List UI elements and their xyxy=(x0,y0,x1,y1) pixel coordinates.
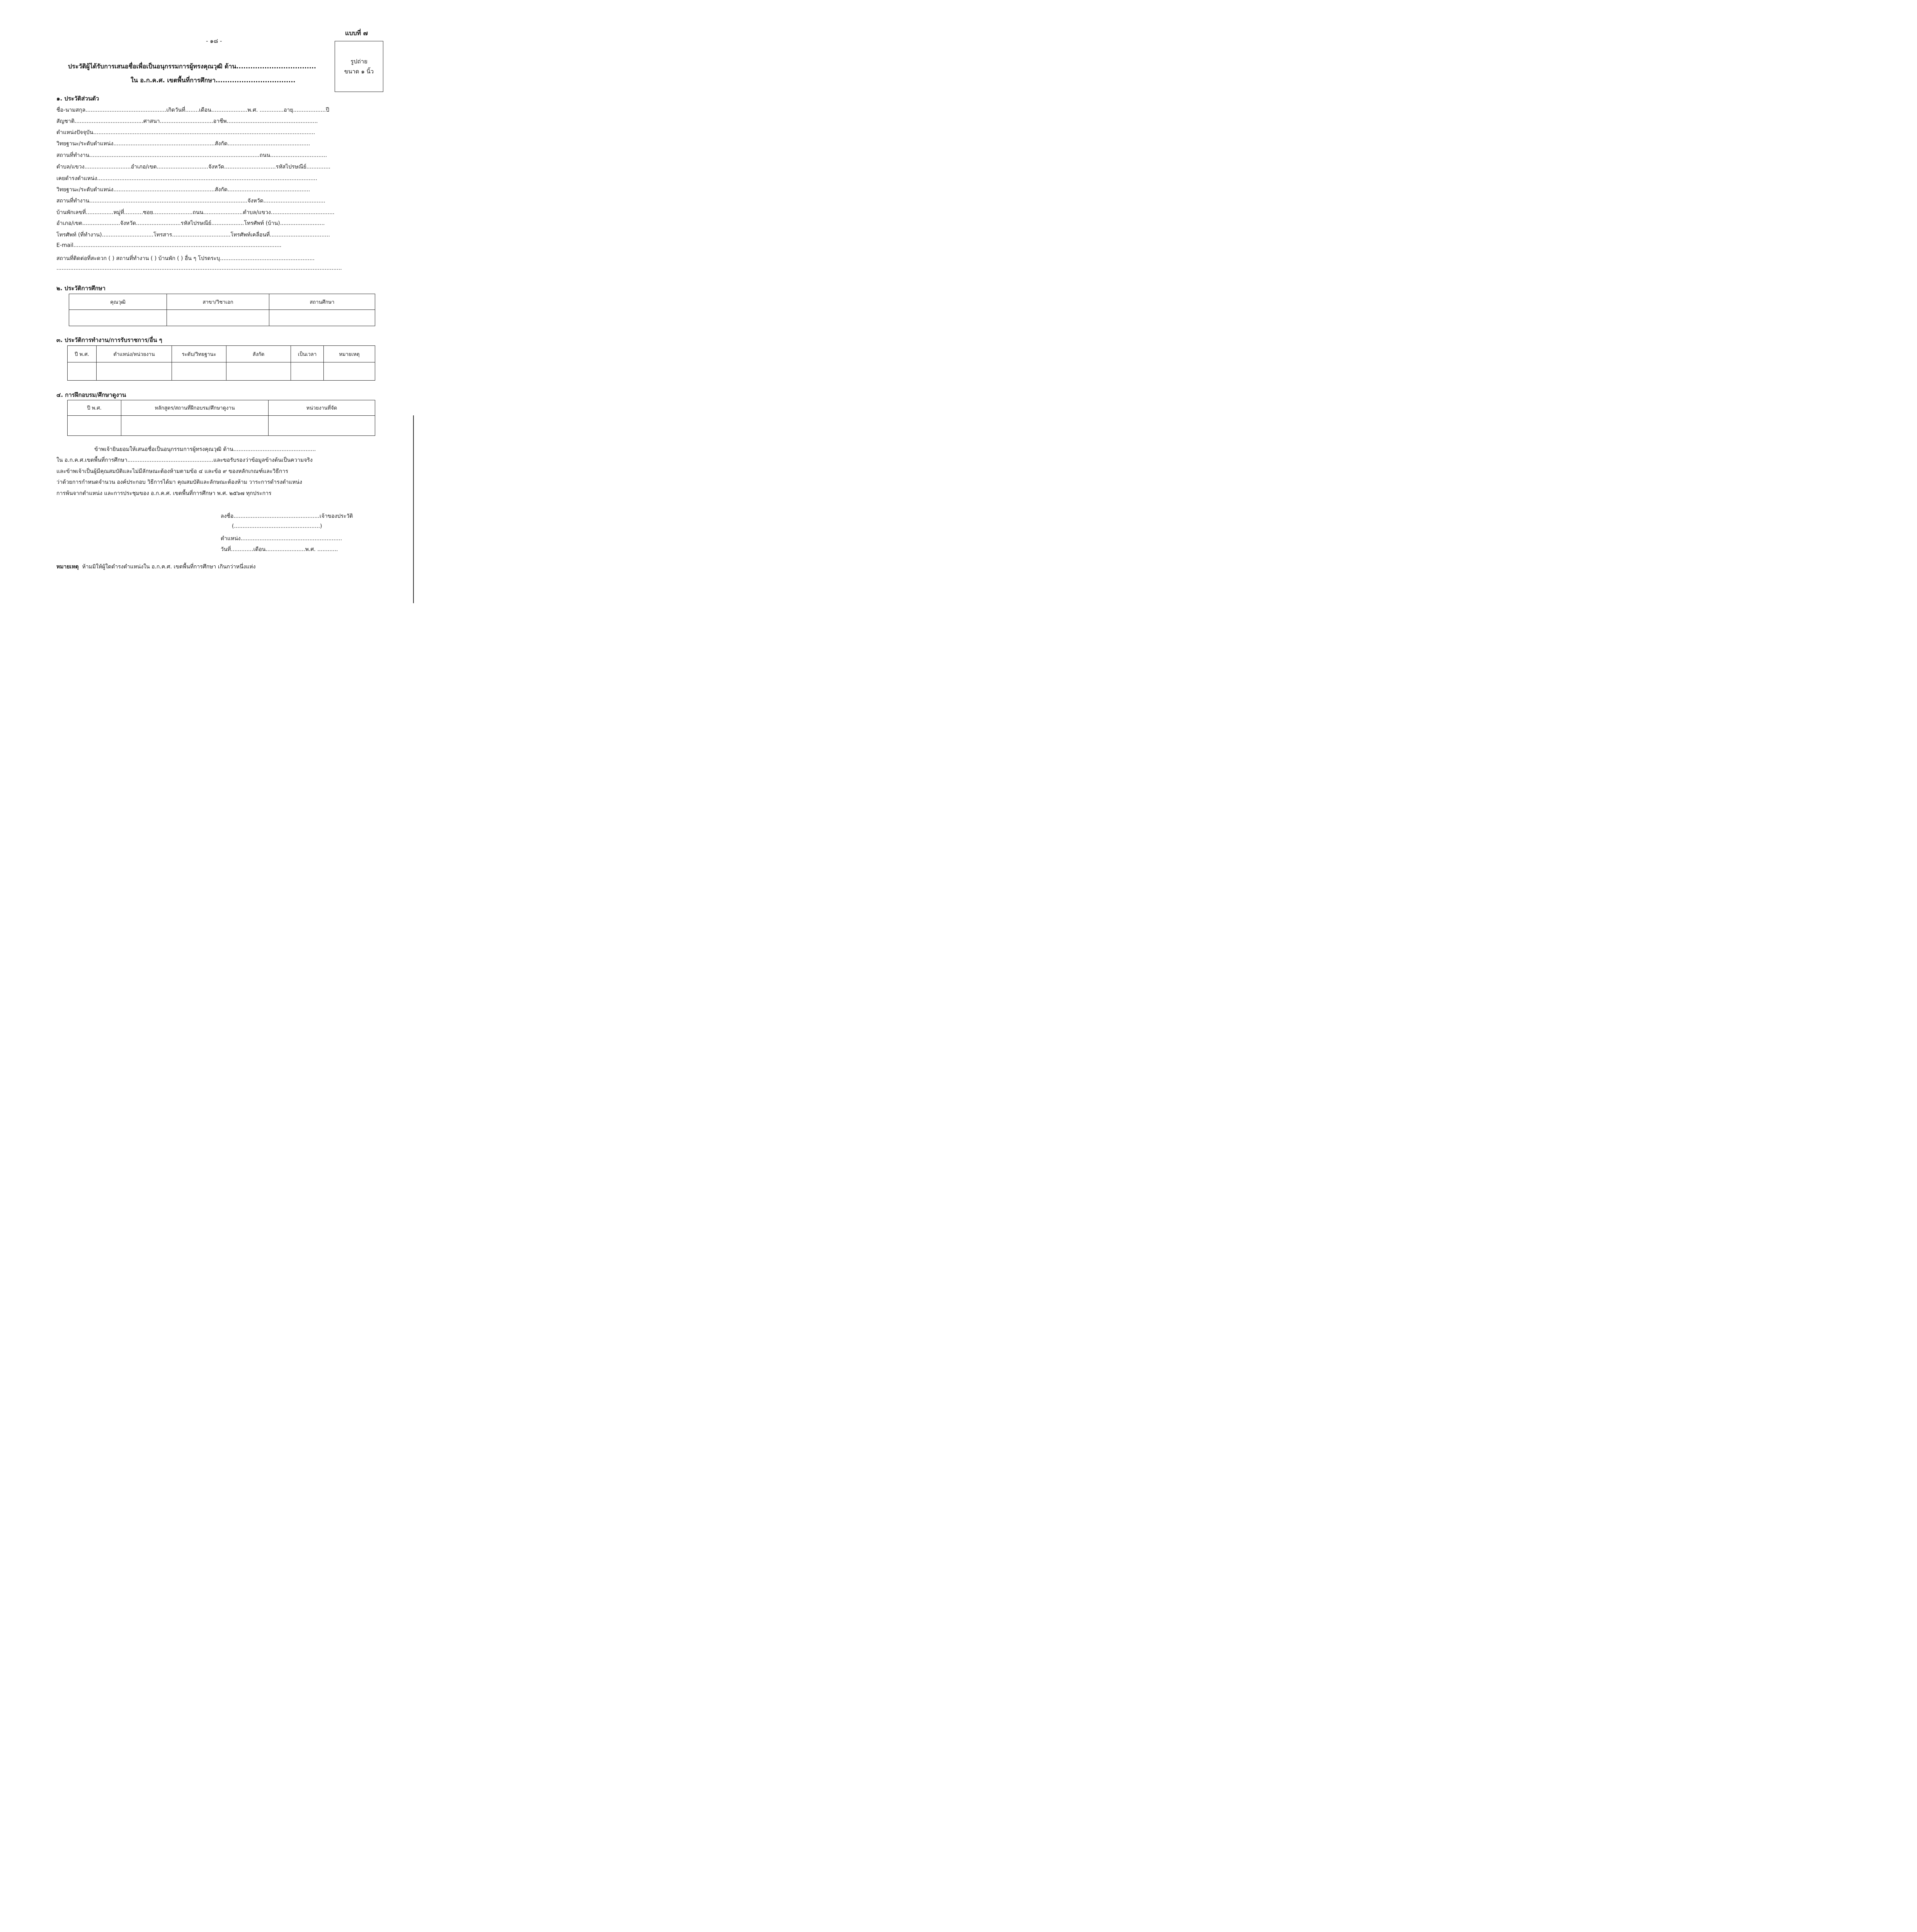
col-header-qualification: คุณวุฒิ xyxy=(69,294,167,310)
field-home-district[interactable]: อำเภอ/เขต......................จังหวัด..........................รหัสไปรษณีย์...................โทรศัพท์ (บ้าน).......................... xyxy=(56,220,325,226)
photo-size: ขนาด ๑ นิ้ว xyxy=(344,68,374,75)
field-former-workplace[interactable]: สถานที่ทำงาน............................................................................................จังหวัด.................................... xyxy=(56,198,325,204)
col-header-duration: เป็นเวลา xyxy=(291,346,324,362)
field-nationality[interactable]: สัญชาติ........................................ศาสนา...............................อาชีพ..................................................... xyxy=(56,118,318,124)
table-cell[interactable] xyxy=(68,416,121,436)
col-header-year: ปี พ.ศ. xyxy=(68,400,121,416)
field-former-rank[interactable]: วิทยฐานะ/ระดับตำแหน่ง...........................................................สังกัด................................................ xyxy=(56,187,310,193)
consent-line: และข้าพเจ้าเป็นผู้มีคุณสมบัติและไม่มีลักษณะต้องห้ามตามข้อ ๔ และข้อ ๙ ของหลักเกณฑ์และวิธีการ xyxy=(56,468,288,474)
training-table xyxy=(67,400,375,436)
table-cell[interactable] xyxy=(167,310,269,326)
field-home-address[interactable]: บ้านพักเลขที่................หมู่ที่...........ซอย.......................ถนน.......................ตำบล/แขวง..................................... xyxy=(56,209,335,216)
field-workplace[interactable]: สถานที่ทำงาน...................................................................................................ถนน................................. xyxy=(56,152,327,158)
col-header-affiliation: สังกัด xyxy=(226,346,291,362)
work-history-table xyxy=(67,345,375,381)
table-row xyxy=(68,416,375,436)
field-current-position[interactable]: ตำแหน่งปัจจุบัน................................................................................................................................. xyxy=(56,129,315,136)
table-cell[interactable] xyxy=(269,416,375,436)
col-header-remark: หมายเหตุ xyxy=(324,346,375,362)
form-number: แบบที่ ๗ xyxy=(345,29,368,37)
field-subdistrict[interactable]: ตำบล/แขวง...........................อำเภอ/เขต..............................จังหวัด..............................รหัสไปรษณีย์.............. xyxy=(56,164,331,170)
page-title: ประวัติผู้ได้รับการเสนอชื่อเพื่อเป็นอนุกรรมการผู้ทรงคุณวุฒิ ด้าน.................................. xyxy=(68,63,316,70)
signature-date-field[interactable]: วันที่.............เดือน.......................พ.ศ. ............ xyxy=(221,546,338,553)
col-header-institution: สถานศึกษา xyxy=(269,294,375,310)
table-cell[interactable] xyxy=(269,310,375,326)
field-contact-preference[interactable]: สถานที่ติดต่อที่สะดวก ( ) สถานที่ทำงาน ( ) บ้านพัก ( ) อื่น ๆ โปรดระบุ....................................................... xyxy=(56,255,315,262)
signature-field[interactable]: ลงชื่อ..................................................เจ้าของประวัติ xyxy=(221,513,353,519)
consent-line: ว่าด้วยการกำหนดจำนวน องค์ประกอบ วิธีการได้มา คุณสมบัติและลักษณะต้องห้าม วาระการดำรงตำแหน่ง xyxy=(56,479,302,485)
col-header-course: หลักสูตร/สถานที่ฝึกอบรม/ศึกษาดูงาน xyxy=(121,400,269,416)
table-row xyxy=(68,362,375,381)
table-cell[interactable] xyxy=(68,362,97,381)
scan-edge-line xyxy=(413,415,414,603)
education-table xyxy=(69,294,375,326)
col-header-major: สาขา/วิชาเอก xyxy=(167,294,269,310)
table-cell[interactable] xyxy=(97,362,172,381)
signature-position-field[interactable]: ตำแหน่ง........................................................... xyxy=(221,536,342,542)
table-cell[interactable] xyxy=(69,310,167,326)
footnote-label: หมายเหตุ xyxy=(56,564,79,570)
section-work-heading: ๓. ประวัติการทำงาน/การรับราชการ/อื่น ๆ xyxy=(56,337,162,344)
field-name-birth[interactable]: ชื่อ-นามสกุล...............................................เกิดวันที่........เดือน.....................พ.ศ. ..............อายุ...................ปี xyxy=(56,107,329,113)
field-phone[interactable]: โทรศัพท์ (ที่ทำงาน)..............................โทรสาร..................................โทรศัพท์เคลื่อนที่................................... xyxy=(56,232,330,238)
section-education-heading: ๒. ประวัติการศึกษา xyxy=(56,285,106,292)
section-personal-heading: ๑. ประวัติส่วนตัว xyxy=(56,95,99,102)
table-cell[interactable] xyxy=(291,362,324,381)
table-cell[interactable] xyxy=(121,416,269,436)
table-cell[interactable] xyxy=(324,362,375,381)
table-row xyxy=(69,310,375,326)
page-number: - ๑๘ - xyxy=(206,37,222,44)
section-training-heading: ๔. การฝึกอบรม/ศึกษาดูงาน xyxy=(56,391,126,398)
field-email[interactable]: E-mail......................................................................................................................... xyxy=(56,242,282,248)
consent-line: ใน อ.ก.ค.ศ.เขตพื้นที่การศึกษา..................................................และขอรับรองว่าข้อมูลข้างต้นเป็นความจริง xyxy=(56,457,313,463)
table-cell[interactable] xyxy=(172,362,226,381)
page-subtitle: ใน อ.ก.ค.ศ. เขตพื้นที่การศึกษา.................................. xyxy=(131,77,296,84)
consent-line: ข้าพเจ้ายินยอมให้เสนอชื่อเป็นอนุกรรมการผู้ทรงคุณวุฒิ ด้าน................................................ xyxy=(94,446,316,452)
col-header-year: ปี พ.ศ. xyxy=(68,346,97,362)
signature-name-field[interactable]: (..................................................) xyxy=(232,523,322,529)
col-header-rank: ระดับ/วิทยฐานะ xyxy=(172,346,226,362)
footnote-text: ห้ามมิให้ผู้ใดดำรงตำแหน่งใน อ.ก.ค.ศ. เขตพื้นที่การศึกษา เกินกว่าหนึ่งแห่ง xyxy=(82,564,256,570)
field-contact-other[interactable]: ...................................................................................................................................................................... xyxy=(56,265,342,271)
field-former-position[interactable]: เคยดำรงตำแหน่ง................................................................................................................................ xyxy=(56,175,317,182)
consent-line: การพ้นจากตำแหน่ง และการประชุมของ อ.ก.ค.ศ. เขตพื้นที่การศึกษา พ.ศ. ๒๕๖๗ ทุกประการ xyxy=(56,490,272,497)
photo-label: รูปถ่าย xyxy=(350,58,367,65)
footnote xyxy=(56,563,255,571)
col-header-organizer: หน่วยงานที่จัด xyxy=(269,400,375,416)
field-academic-rank[interactable]: วิทยฐานะ/ระดับตำแหน่ง...........................................................สังกัด................................................ xyxy=(56,141,310,147)
photo-placeholder xyxy=(335,41,383,92)
table-cell[interactable] xyxy=(226,362,291,381)
col-header-position: ตำแหน่ง/หน่วยงาน xyxy=(97,346,172,362)
